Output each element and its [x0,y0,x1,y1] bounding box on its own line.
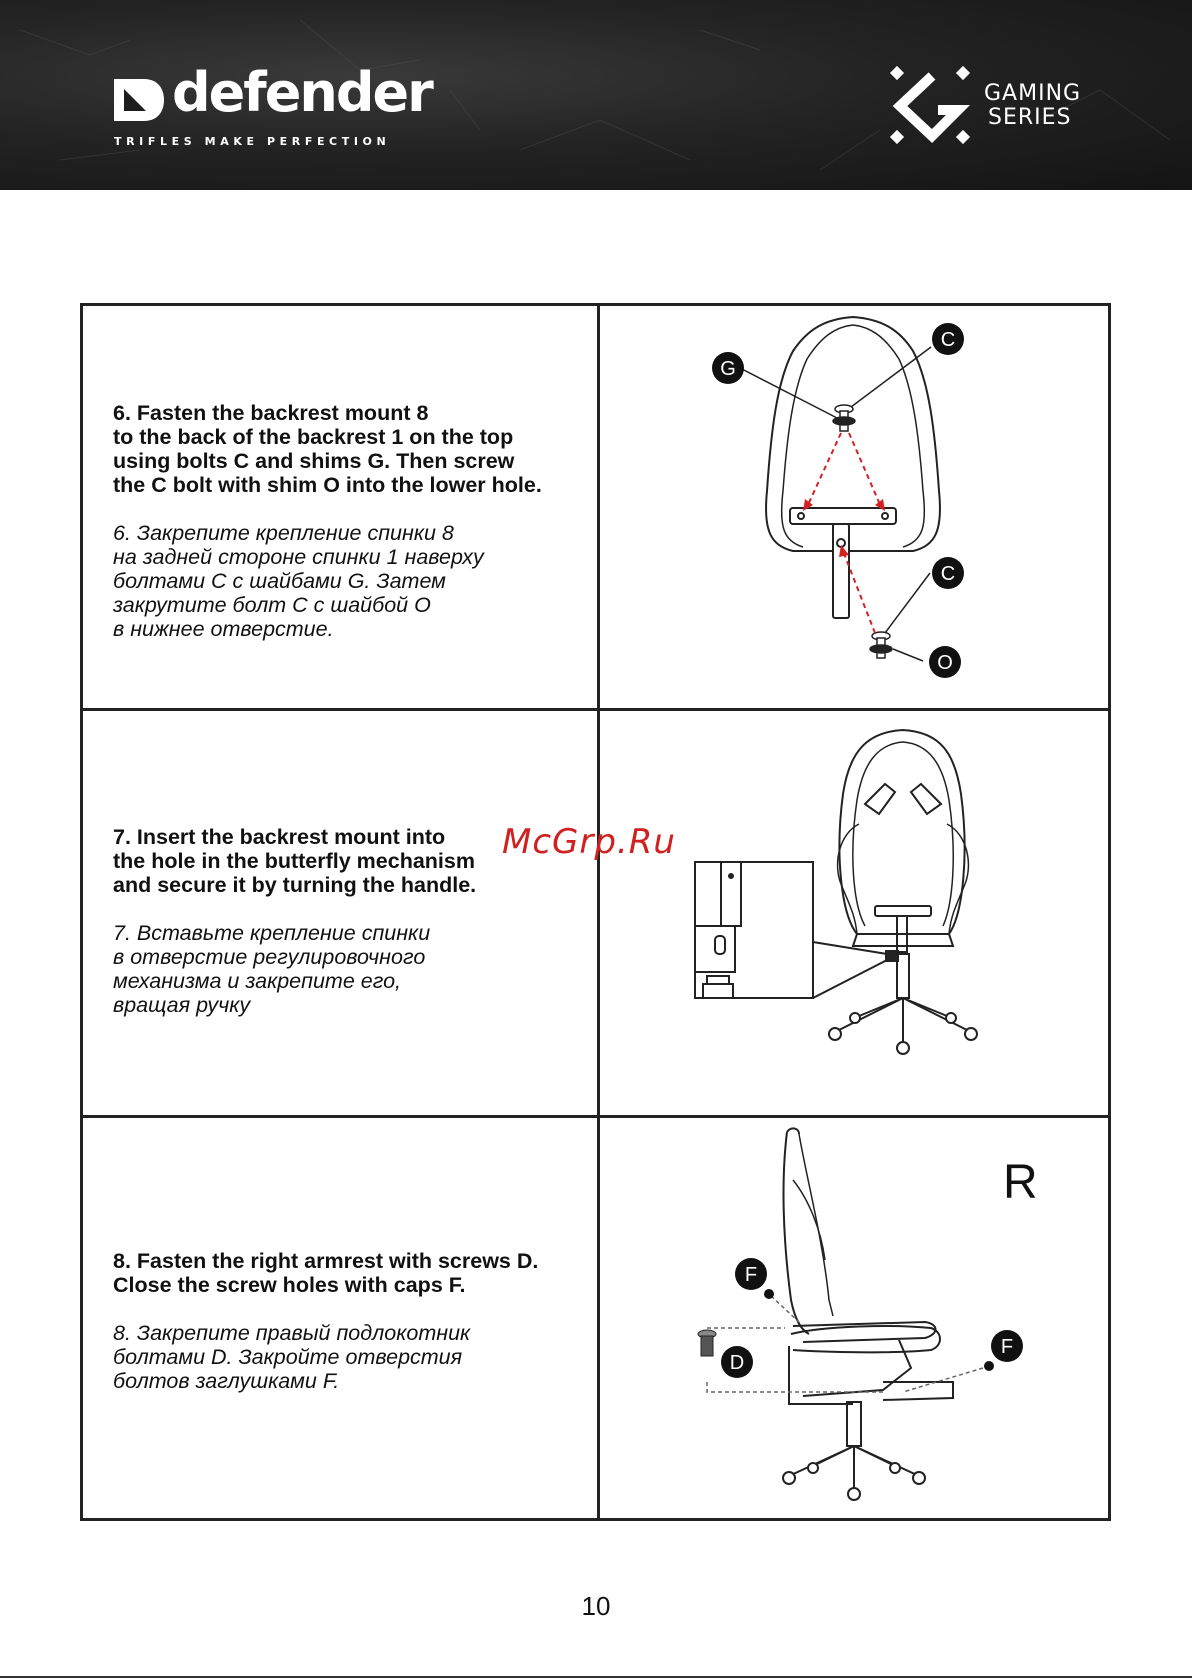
gaming-label: GAMING [984,81,1082,106]
bottom-rule [0,1676,1192,1678]
column-divider [597,306,600,1518]
row-divider [83,1115,1108,1118]
screw-guide-lines [707,1296,983,1392]
step-7-diagram [603,714,1103,1112]
screw-d-icon [698,1330,716,1356]
step-6-text [113,401,593,641]
label-f-top-badge [735,1258,767,1290]
step-6-diagram [603,311,1103,706]
label-f-top: F [744,1264,758,1286]
headrest-hole-right [911,784,941,814]
side-label-r: R [1003,1156,1038,1209]
label-c-top: C [940,329,956,351]
step-7-russian: 7. Вставьте крепление спинки в отверстие регулировочного механизма и закрепите его, вращая ручку [113,921,431,1017]
headrest-hole-left [865,784,895,814]
backrest-mount [790,508,896,618]
label-c-bottom: C [940,563,956,585]
page-number: 10 [581,1591,611,1621]
brand-name: defender [172,61,432,124]
series-label: SERIES [988,105,1072,130]
label-c-top-badge [932,323,964,355]
bolt-c-bottom [870,632,892,658]
label-g-badge [712,352,744,384]
defender-logo-icon [112,77,166,123]
cap-f-right-icon [984,1361,994,1371]
step-8-russian: 8. Закрепите правый подлокотник болтами D. Закройте отверстия болтов заглушками F. [113,1321,471,1393]
label-f-right: F [1000,1336,1014,1358]
label-d: D [729,1352,745,1374]
label-o-badge [929,646,961,678]
armrest [793,1322,936,1342]
label-c-bottom-badge [932,557,964,589]
gaming-series-logo-icon [886,64,978,148]
label-f-right-badge [991,1330,1023,1362]
step-6-russian: 6. Закрепите крепление спинки 8 на задней стороне спинки 1 наверху болтами C с шайбами G. Затем закрутите болт C с шайбой O в нижнее отверстие. [113,521,484,641]
step-8-english: 8. Fasten the right armrest with screws D. Close the screw holes with caps F. [113,1249,539,1297]
cap-f-top-icon [764,1289,774,1299]
backrest-outline [839,730,964,934]
step-6-english: 6. Fasten the backrest mount 8 to the back of the backrest 1 on the top using bolts C and shims G. Then screw the C bolt with shim O into the lower hole. [113,401,542,497]
butterfly-mechanism-inset [695,862,887,998]
watermark-text: McGrp.Ru [502,822,676,862]
label-o: O [937,652,953,674]
step-7-english: 7. Insert the backrest mount into the hole in the butterfly mechanism and secure it by turning the handle. [113,825,477,897]
instruction-table [80,303,1111,1521]
label-d-badge [721,1346,753,1378]
gaming-series-label [984,82,1081,130]
row-divider [83,708,1108,711]
step-8-text [113,1249,593,1393]
brand-tagline: TRIFLES MAKE PERFECTION [114,135,391,148]
step-8-diagram [603,1120,1103,1520]
header-banner [0,0,1192,190]
label-g: G [720,358,736,380]
